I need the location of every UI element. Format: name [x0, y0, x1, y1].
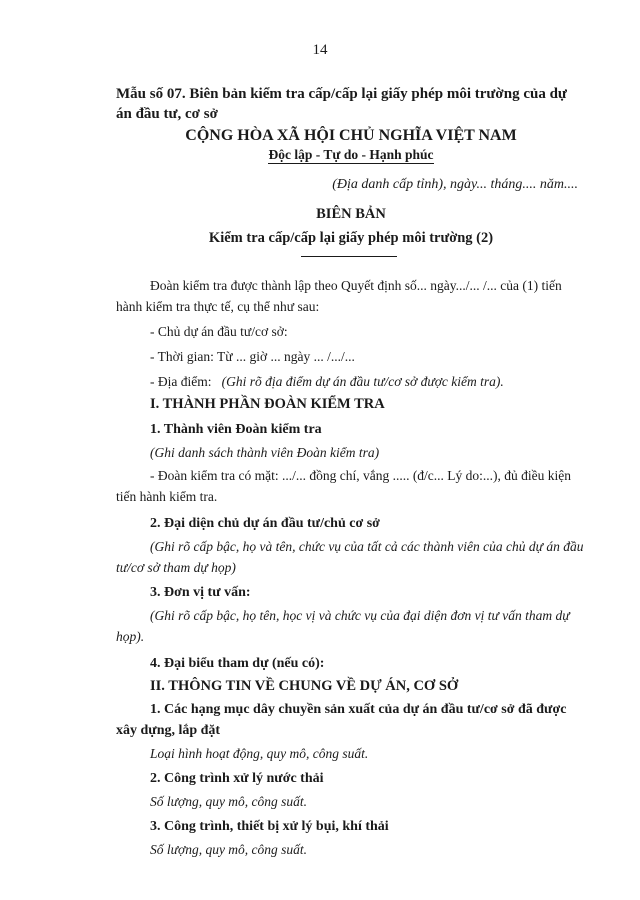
title-divider [301, 256, 397, 257]
bullet-place [116, 371, 586, 392]
section2-sub3-note: Số lượng, quy mô, công suất. [150, 842, 308, 857]
bullet-time: - Thời gian: Từ ... giờ ... ngày ... /.../... [150, 349, 355, 364]
section1-heading: I. THÀNH PHẦN ĐOÀN KIỂM TRA [150, 396, 385, 412]
section1-sub1-text: - Đoàn kiểm tra có mặt: .../... đồng chí, vắng ..... (đ/c... Lý do:...), đủ điều kiện tiến hành kiểm tra. [116, 468, 572, 504]
section2-sub1-note: Loại hình hoạt động, quy mô, công suất. [150, 746, 369, 761]
bullet-owner: - Chủ dự án đầu tư/cơ sở: [150, 324, 288, 339]
section2-sub2-note: Số lượng, quy mô, công suất. [150, 794, 308, 809]
section1-sub3-note: (Ghi rõ cấp bậc, họ tên, học vị và chức vụ của đại diện đơn vị tư vấn tham dự họp). [116, 608, 570, 644]
section1-sub1-heading: 1. Thành viên Đoàn kiểm tra [150, 422, 322, 437]
motto [116, 147, 586, 163]
document-body [116, 275, 586, 860]
place-date-line: (Địa danh cấp tỉnh), ngày... tháng.... năm.... [332, 177, 578, 192]
intro-paragraph: Đoàn kiểm tra được thành lập theo Quyết định số... ngày.../... /... của (1) tiến hành kiểm tra thực tế, cụ thể như sau: [116, 278, 562, 314]
section2-sub1-heading: 1. Các hạng mục dây chuyền sản xuất của dự án đầu tư/cơ sở đã được xây dựng, lắp đặt [116, 702, 567, 738]
document-subtitle: Kiểm tra cấp/cấp lại giấy phép môi trường (2) [208, 230, 494, 246]
section2-sub3-heading: 3. Công trình, thiết bị xử lý bụi, khí thải [150, 819, 389, 834]
form-title: Mẫu số 07. Biên bản kiểm tra cấp/cấp lại giấy phép môi trường của dự án đầu tư, cơ sở [116, 86, 567, 122]
page-number: 14 [312, 42, 328, 58]
motto-text: Độc lập - Tự do - Hạnh phúc [268, 147, 434, 162]
section1-sub2-note: (Ghi rõ cấp bậc, họ và tên, chức vụ của tất cả các thành viên của chủ dự án đầu tư/cơ sở tham dự họp) [116, 539, 584, 575]
nation-heading: CỘNG HÒA XÃ HỘI CHỦ NGHĨA VIỆT NAM [185, 127, 517, 144]
section2-heading: II. THÔNG TIN VỀ CHUNG VỀ DỰ ÁN, CƠ SỞ [150, 678, 459, 694]
section1-sub3-heading: 3. Đơn vị tư vấn: [150, 585, 251, 600]
section2-sub2-heading: 2. Công trình xử lý nước thải [150, 771, 324, 786]
bullet-place-note: (Ghi rõ địa điểm dự án đầu tư/cơ sở được kiểm tra). [221, 374, 504, 389]
document-title: BIÊN BẢN [316, 206, 386, 222]
section1-sub4-heading: 4. Đại biểu tham dự (nếu có): [150, 656, 325, 671]
section1-sub1-note: (Ghi danh sách thành viên Đoàn kiểm tra) [150, 445, 380, 460]
bullet-place-label: - Địa điểm: [150, 374, 212, 389]
section1-sub2-heading: 2. Đại diện chủ dự án đầu tư/chủ cơ sở [150, 516, 380, 531]
